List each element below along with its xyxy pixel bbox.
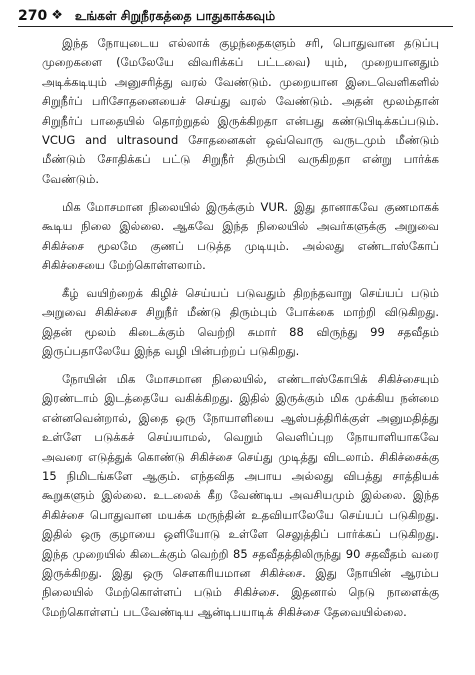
paragraph-2: மிக மோசமான நிலையில் இருக்கும் VUR. இது தானாகவே குணமாகக் கூடிய நிலை இல்லை. ஆகவே இந்த நிலையில் அவர்களுக்கு அறுவை சிகிச்சை மூலமே குணப் படுத்த முடியும். அல்லது எண்டாஸ்கோப் சிகிச்சையை மேற்கொள்ளலாம். [42,199,439,272]
page-body [42,34,439,631]
ornament-icon: ❖ [51,8,63,23]
page-number: 270 [18,8,48,24]
running-title: உங்கள் சிறுநீரகத்தை பாதுகாக்கவும் [74,8,276,23]
paragraph-3: கீழ் வயிற்றைக் கிழிச் செய்யப் படுவதும் திறந்தவாறு செய்யப் படும் அறுவை சிகிச்சை சிறுநீர் மீண்டு திரும்பும் போக்கை மாற்றி விடுகிறது. இதன் மூலம் கிடைக்கும் வெற்றி சுமார் 88 விருந்து 99 சதவீதம் இருப்பதாலேயே இந்த வழி பின்பற்றப் படுகிறது. [42,285,439,359]
paragraph-1: இந்த நோயுடைய எல்லாக் குழந்தைகளும் சரி, பொதுவான தடுப்பு முறைகளை (மேலேயே விவரிக்கப் பட்டவை) யும், முறையானதும் அடிக்கடியும் அனுசரித்து வரல் வேண்டும். முறையான இடைவெளிகளில் சிறுநீர்ப் பரிசோதனையைச் செய்து வரல் வேண்டும். அதன் மூலம்தான் சிறுநீர்ப் பாதையில் தொற்றுதல் இருக்கிறதா என்பது கண்டுபிடிக்கப்படும். VCUG and ultrasound சோதனைகள் ஒவ்வொரு வருடமும் மீண்டும் மீண்டும் சோதிக்கப் பட்டு சிறுநீர் திரும்பி வருகிறதா என்று பார்க்க வேண்டும். [42,36,439,186]
paragraph-4: நோயின் மிக மோசமான நிலையில், எண்டாஸ்கோபிக் சிகிச்சையும் இரண்டாம் இடத்தையே வகிக்கிறது. இதில் இருக்கும் மிக முக்கிய நன்மை என்னவென்றால், இதை ஒரு நோயாளியை ஆஸ்பத்திரிக்குள் அனுமதித்து உள்ளே படுக்கச் செய்யாமல், வெறும் வெளிப்புற நோயாளியாகவே அவரை எடுத்துக் கொண்டு சிகிச்சை செய்து முடித்து விடலாம். சிகிச்சைக்கு 15 நிமிடங்களே ஆகும். எந்தவித அபாய அல்லது விபத்து சாத்தியக் கூறுகளும் இல்லை. உடலைக் கீற வேண்டிய அவசியமும் இல்லை. இந்த சிகிச்சை பொதுவான மயக்க மருந்தின் உதவியாலேயே செய்யப் படுகிறது. இதில் ஒரு குழாயை ஒளியோடு உள்ளே செலுத்திப் பார்க்கப் படுகிறது. இந்த முறையில் கிடைக்கும் வெற்றி 85 சதவீதத்திலிருந்து 90 சதவீதம் வரை இருக்கிறது. இது ஒரு சௌகரியமான சிகிச்சை. இது நோயின் ஆரம்ப நிலையில் மேற்கொள்ளப் படும் சிகிச்சை. இதனால் நெடு நாளைக்கு மேற்கொள்ளப் படவேண்டிய ஆன்டிபயாடிக் சிகிச்சை தேவையில்லை. [42,372,439,619]
page-header [18,4,453,27]
